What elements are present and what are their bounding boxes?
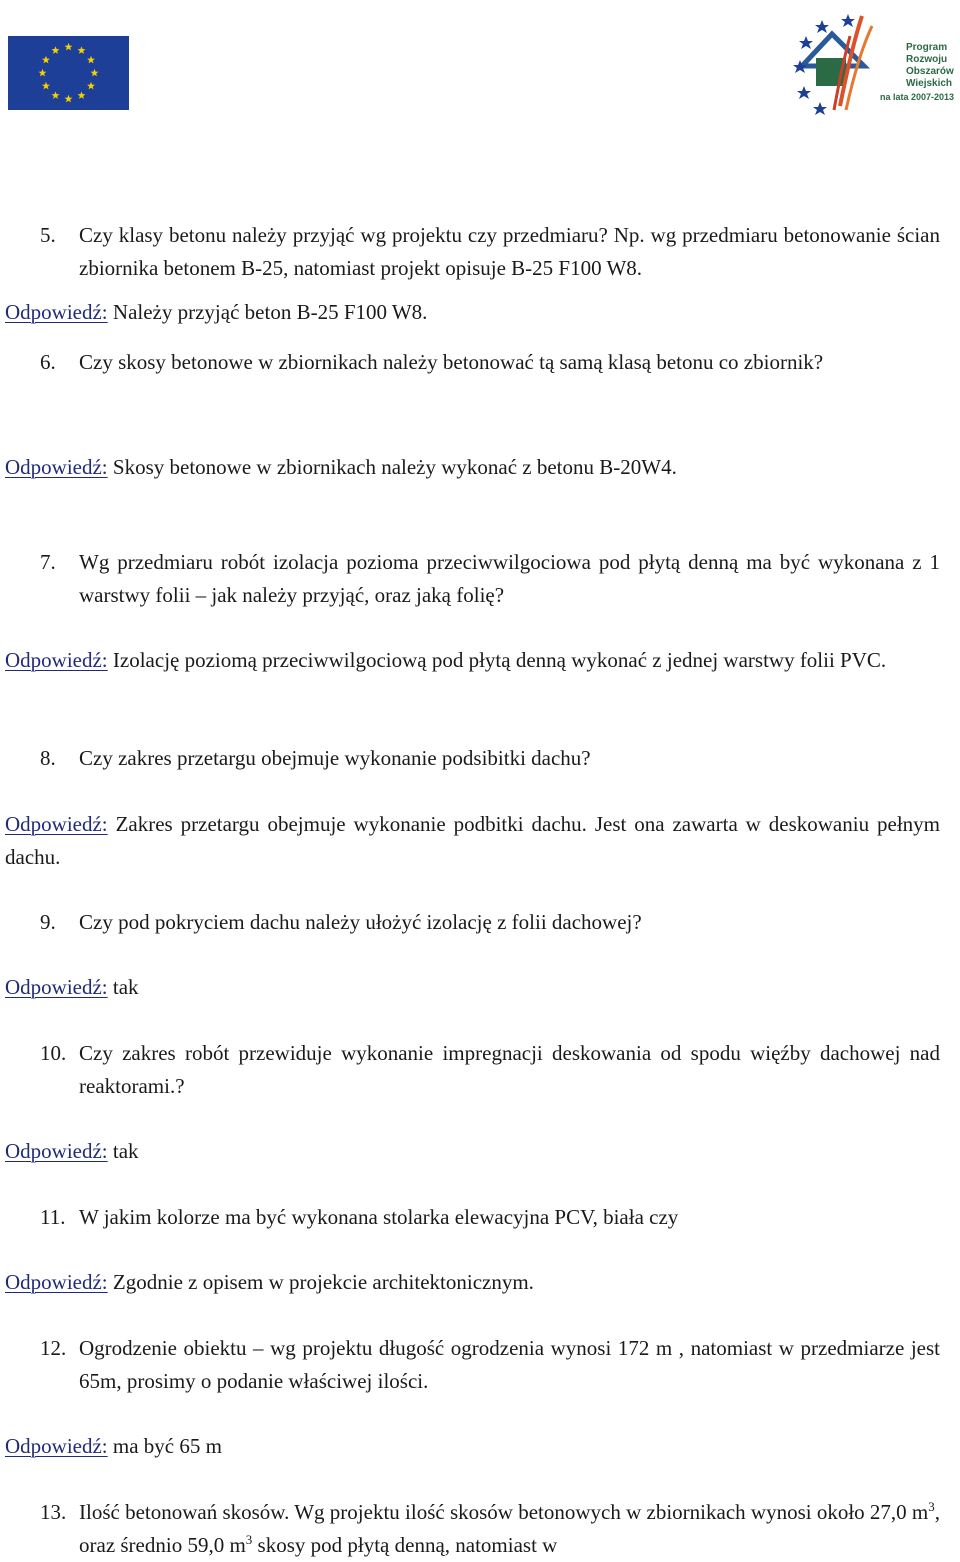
question-number: 10. [40, 1041, 67, 1065]
answer-12 [5, 1430, 940, 1463]
question-12 [0, 1332, 940, 1398]
question-number: 9. [40, 910, 56, 934]
answer-label: Odpowiedź: [5, 455, 108, 479]
question-text: Czy zakres przetargu obejmuje wykonanie podsibitki dachu? [79, 746, 591, 770]
question-text: Czy skosy betonowe w zbiornikach należy betonować tą samą klasą betonu co zbiornik? [79, 350, 824, 374]
question-8 [0, 742, 940, 775]
answer-text: Izolację poziomą przeciwwilgociową pod płytą denną wykonać z jednej warstwy folii PVC. [107, 648, 887, 672]
question-11 [0, 1201, 940, 1234]
question-number: 12. [40, 1336, 67, 1360]
prow-name: Program Rozwoju Obszarów Wiejskich [906, 42, 954, 89]
answer-text: Zakres przetargu obejmuje wykonanie podbitki dachu. Jest ona zawarta w deskowaniu pełnym dachu. [5, 812, 940, 869]
question-number: 5. [40, 223, 56, 247]
question-number: 6. [40, 350, 56, 374]
answer-9 [5, 971, 940, 1004]
question-text: Ogrodzenie obiektu – wg projektu długość ogrodzenia wynosi 172 m , natomiast w przedmiarze jest 65m, prosimy o podanie właściwej ilości. [79, 1336, 940, 1393]
question-9 [0, 906, 940, 939]
answer-label: Odpowiedź: [5, 300, 108, 324]
answer-text: Zgodnie z opisem w projekcie architektonicznym. [107, 1270, 534, 1294]
page-header [0, 0, 960, 130]
question-7 [0, 546, 940, 612]
question-text: Czy zakres robót przewiduje wykonanie impregnacji deskowania od spodu więźby dachowej nad reaktorami.? [79, 1041, 940, 1098]
answer-6 [5, 451, 940, 484]
question-6 [0, 346, 940, 379]
question-10 [0, 1037, 940, 1103]
answer-text: ma być 65 m [107, 1434, 222, 1458]
answer-7 [5, 644, 940, 677]
question-5 [0, 219, 940, 285]
eu-stars-icon [8, 36, 129, 110]
question-number: 13. [40, 1500, 67, 1524]
prow-years: na lata 2007-2013 [880, 92, 955, 102]
question-13 [0, 1496, 940, 1562]
question-text: Czy klasy betonu należy przyjąć wg projektu czy przedmiaru? Np. wg przedmiaru betonowanie ścian zbiornika betonem B-25, natomiast projekt opisuje B-25 F100 W8. [79, 223, 940, 280]
answer-label: Odpowiedź: [5, 1434, 108, 1458]
question-text: Wg przedmiaru robót izolacja pozioma przeciwwilgociowa pod płytą denną ma być wykonana z 1 warstwy folii – jak należy przyjąć, oraz jaką folię? [79, 550, 940, 607]
question-number: 7. [40, 550, 56, 574]
answer-5 [5, 296, 940, 329]
question-text: W jakim kolorze ma być wykonana stolarka elewacyjna PCV, biała czy [79, 1205, 679, 1229]
answer-label: Odpowiedź: [5, 648, 108, 672]
answer-label: Odpowiedź: [5, 975, 108, 999]
question-text: Ilość betonowań skosów. Wg projektu ilość skosów betonowych w zbiornikach wynosi około 27,0 $m^3$, oraz średnio 59,0 $m^3$ skosy pod płytą denną, natomiast w [79, 1499, 940, 1557]
answer-11 [5, 1266, 940, 1299]
answer-8 [5, 808, 940, 874]
answer-label: Odpowiedź: [5, 1270, 108, 1294]
answer-label: Odpowiedź: [5, 812, 108, 836]
answer-text: tak [107, 975, 139, 999]
question-number: 11. [40, 1205, 66, 1229]
answer-text: Skosy betonowe w zbiornikach należy wykonać z betonu B-20W4. [107, 455, 677, 479]
answer-10 [5, 1135, 940, 1168]
question-text: Czy pod pokryciem dachu należy ułożyć izolację z folii dachowej? [79, 910, 642, 934]
eu-flag-logo [8, 36, 129, 110]
answer-text: tak [107, 1139, 139, 1163]
answer-label: Odpowiedź: [5, 1139, 108, 1163]
answer-text: Należy przyjąć beton B-25 F100 W8. [107, 300, 428, 324]
question-number: 8. [40, 746, 56, 770]
